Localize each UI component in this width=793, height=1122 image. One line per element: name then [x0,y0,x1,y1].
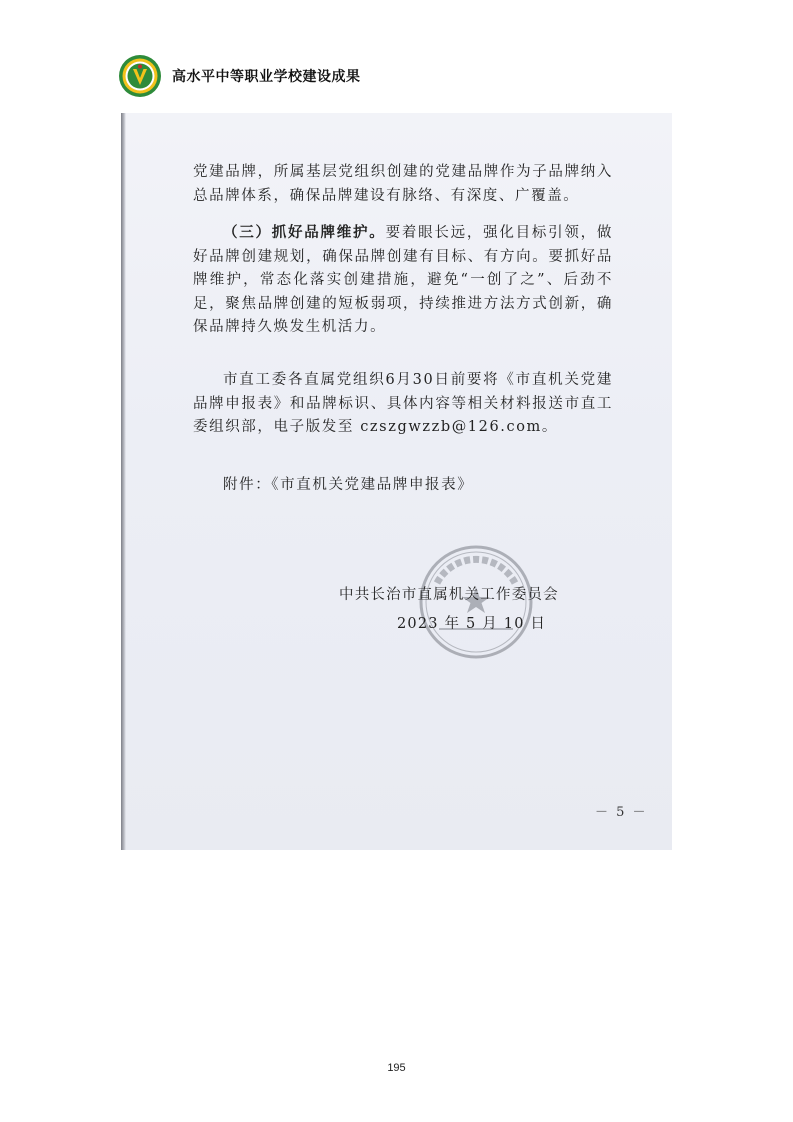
paragraph-submission-notice: 市直工委各直属党组织6月30日前要将《市直机关党建品牌申报表》和品牌标识、具体内容等相关材料报送市直工委组织部，电子版发至 czszgwzzb@126.com。 [193,372,613,436]
section-body: 要着眼长远，强化目标引领，做好品牌创建规划，确保品牌创建有目标、有方向。要抓好品牌维护，常态化落实创建措施，避免“一创了之”、后劲不足，聚焦品牌创建的短板弱项，持续推进方法方式创新，确保品牌持久焕发生机活力。 [193,225,613,336]
header-title: 高水平中等职业学校建设成果 [172,69,361,85]
attachment-line: 附件：《市直机关党建品牌申报表》 [223,477,474,493]
footer-page-number: 195 [387,1062,406,1074]
paragraph-brand-system: 党建品牌，所属基层党组织创建的党建品牌作为子品牌纳入总品牌体系，确保品牌建设有脉络、有深度、广覆盖。 [193,164,613,204]
signature-date: 2023 年 5 月 10 日 [397,616,547,632]
signature-organization: 中共长治市直属机关工作委员会 [339,587,559,603]
page-header [118,52,361,100]
section-heading: （三）抓好品牌维护。 [223,224,386,241]
document-page-mark: － 5 － [595,805,648,820]
paragraph-brand-maintenance [193,221,613,340]
scanned-document-page [121,113,672,850]
document-body [121,113,672,850]
school-emblem-icon [118,54,162,98]
